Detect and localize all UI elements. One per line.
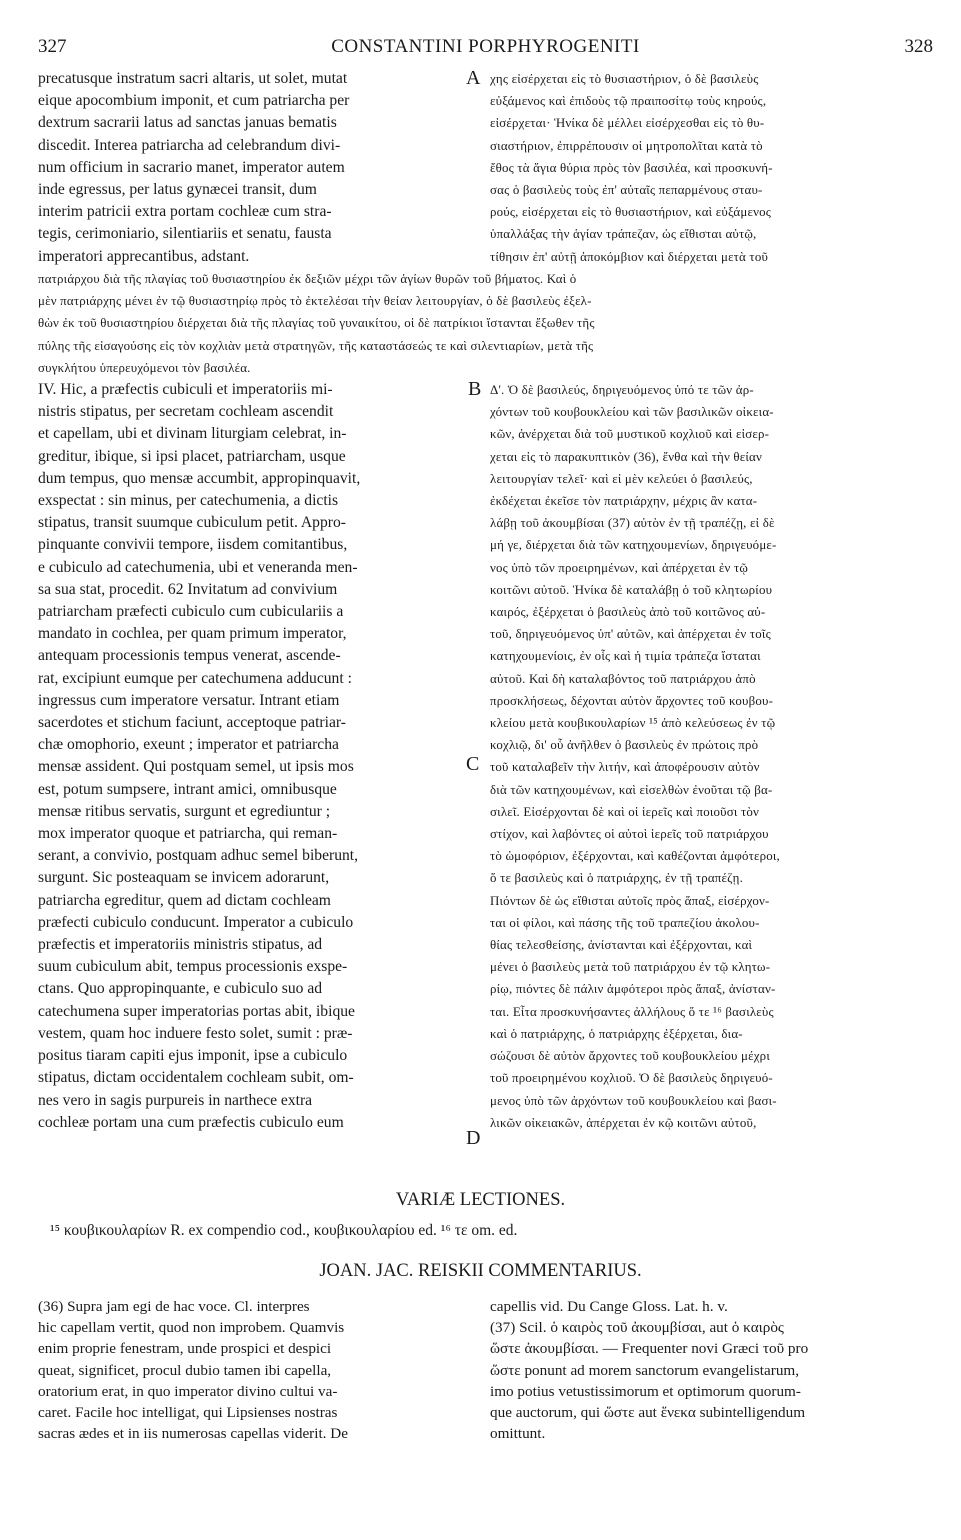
latin-line: exspectat : sin minus, per catechumenia, a dictis [38,492,339,510]
greek-line: χεται εἰς τὸ παρακυπτικὸν (36), ἔνθα καὶ τὴν θείαν [490,449,763,464]
commentary-heading: JOAN. JAC. REISKII COMMENTARIUS. [319,1261,642,1281]
greek-line: μὲν πατριάρχης μένει ἐν τῷ θυσιαστηρίῳ πρὸς τὸ ἐκτελέσαι τὴν θείαν λειτουργίαν, ὁ δὲ βασιλεὺς ἐξελ- [38,294,592,309]
latin-line: dum tempus, quo mensæ accumbit, appropinquavit, [38,469,361,487]
latin-line: patriarcha egreditur, quem ad dictam cochleam [38,891,331,909]
greek-line: εἰσέρχεται· Ἡνίκα δὲ μέλλει εἰσέρχεσθαι εἰς τὸ θυ- [490,116,765,131]
greek-column-main [490,379,940,1134]
greek-line: θίας τελεσθείσης, ἀνίστανται καὶ ἐξέρχονται, καὶ [490,938,753,953]
greek-line: συγκλήτου ὑπερευχόμενοι τὸν βασιλέα. [38,360,251,375]
latin-line: catechumena super imperatorias portas abit, ibique [38,1002,355,1020]
latin-line: ingressus cum imperatore versatur. Intrant etiam [38,691,340,709]
latin-line: imperatori apprecantibus, adstant. [38,247,250,265]
variae-line: ¹⁵ κουβικουλαρίων R. ex compendio cod., κουβικουλαρίου ed. ¹⁶ τε om. ed. [50,1222,518,1239]
greek-line: τοῦ, δηριγευόμενος ὑπ' αὐτῶν, καὶ ἀπέρχεται ἐν τοῖς [490,627,771,642]
margin-marker-a: A [466,67,481,89]
commentary-line: capellis vid. Du Cange Gloss. Lat. h. v. [490,1298,728,1315]
greek-line: πύλης τῆς εἰσαγούσης εἰς τὸν κοχλιὰν μετὰ στρατηγῶν, τῆς καταστάσεώς τε καὶ σιλεντιαρίων, μετὰ τῆς [38,338,594,353]
latin-line: interim patricii extra portam cochleæ cum stra- [38,203,332,221]
margin-marker-c: C [466,753,480,775]
latin-line: ctans. Quo appropinquante, e cubiculo suo ad [38,980,323,998]
commentary-line: sacras ædes et in iis numerosas capellas viderit. De [38,1425,348,1443]
greek-line: σιαστήριον, ἐπιρρέπουσιν οἱ μητροπολῖται κατὰ τὸ [490,138,763,153]
latin-line: positus tiaram capiti ejus imponit, ipse a cubiculo [38,1047,348,1065]
latin-line: e cubiculo ad catechumenia, ubi et veneranda men- [38,558,358,576]
greek-line: ἐκδέχεται ἐκεῖσε τὸν πατριάρχην, μέχρις ἂν κατα- [490,494,758,509]
commentary-line: (37) Scil. ὁ καιρὸς τοῦ ἀκουμβίσαι, aut ὁ καιρὸς [490,1319,784,1337]
latin-line: mox imperator quoque et patriarcha, qui reman- [38,825,338,843]
greek-line: εὐξάμενος καὶ ἐπιδοὺς τῷ πραιποσίτῳ τοὺς κηρούς, [490,94,767,109]
latin-line: eique apocombium imponit, et cum patriarcha per [38,92,350,110]
greek-full-width [38,268,940,379]
commentary-line: caret. Facile hoc intelligat, qui Lipsienses nostras [38,1404,338,1422]
latin-line: tegis, cerimoniario, silentiariis et senatu, fausta [38,225,332,243]
latin-line: pinquante convivii tempore, iisdem comitantibus, [38,536,348,554]
running-header [38,36,933,64]
commentary-line: omittunt. [490,1425,546,1443]
greek-line: τοῦ προειρημένου κοχλιοῦ. Ὁ δὲ βασιλεὺς δηριγευό- [490,1071,773,1086]
latin-line: antequam processionis tempus venerat, ascende- [38,647,341,665]
latin-line: stipatus, dictam occidentalem cochleam subit, om- [38,1069,354,1087]
latin-line: patriarcham præfecti cubiculo cum cubiculariis a [38,603,344,621]
latin-line: discedit. Interea patriarcha ad celebrandum divi- [38,136,341,154]
latin-line: mandato in cochlea, per quam primum imperator, [38,625,347,643]
greek-line: κατηχουμενίοις, ἐν οἷς καὶ ἡ τιμία τράπεζα ἵσταται [490,649,761,664]
commentary-right-column [490,1296,940,1444]
latin-line: rat, excipiunt eumque per catechumena adducunt : [38,669,352,687]
latin-line: cochleæ portam una cum præfectis cubiculo eum [38,1113,344,1131]
greek-line: λικῶν οἰκειακῶν, ἀπέρχεται ἐν κῷ κοιτῶνι αὐτοῦ, [490,1115,757,1130]
latin-line: vestem, quam hoc induere festo solet, sumit : præ- [38,1024,353,1042]
greek-line: λάβῃ τοῦ ἀκουμβίσαι (37) αὐτὸν ἐν τῇ τραπέζῃ, εἰ δὲ [490,516,775,531]
latin-line: mensæ assident. Qui postquam semel, ut ipsis mos [38,758,354,776]
greek-line: ρίῳ, πιόντες δὲ πάλιν ἀμφότεροι πρὸς ἅπαξ, ἀνίσταν- [490,982,776,997]
greek-column-top [490,68,940,268]
greek-line: σώζουσι δὲ αὐτὸν ἄρχοντες τοῦ κουβουκλείου μέχρι [490,1049,770,1064]
latin-line: stipatus, transit suumque cubiculum petit. Appro- [38,514,346,532]
latin-line: et capellam, ubi et divinam liturgiam celebrat, in- [38,425,347,443]
greek-line: προσκλήσεως, δέχονται αὐτὸν ἄρχοντες τοῦ κουβου- [490,693,774,708]
commentary-line: queat, significet, procul dubio tamen ibi capella, [38,1361,332,1379]
greek-line: χόντων τοῦ κουβουκλείου καὶ τῶν βασιλικῶν οἰκεια- [490,405,774,420]
latin-line: chæ omophorio, exeunt ; imperator et patriarcha [38,736,339,754]
greek-line: μένει ὁ βασιλεὺς μετὰ τοῦ πατριάρχου ἐν τῷ κλητω- [490,960,771,975]
greek-line: ἔθος τὰ ἅγια θύρια πρὸς τὸν βασιλέα, καὶ προσκυνή- [490,160,773,175]
greek-line: λειτουργίαν τελεῖ· καὶ εἰ μὲν κελεύει ὁ βασιλεύς, [490,471,753,486]
running-title: CONSTANTINI PORPHYROGENITI [331,36,640,57]
commentary-line: (36) Supra jam egi de hac voce. Cl. interpres [38,1298,310,1315]
margin-marker-d: D [466,1127,481,1149]
latin-line: suum cubiculum abit, tempus processionis exspe- [38,958,348,976]
greek-line: αὐτοῦ. Καὶ δὴ καταλαβόντος τοῦ πατριάρχου ἀπὸ [490,671,756,686]
greek-line: χης εἰσέρχεται εἰς τὸ θυσιαστήριον, ὁ δὲ βασιλεὺς [490,72,759,86]
greek-line: σιλεῖ. Εἰσέρχονται δὲ καὶ οἱ ἱερεῖς καὶ ποιοῦσι τὸν [490,804,760,819]
commentary-line: que auctorum, qui ὥστε aut ἕνεκα subintelligendum [490,1404,806,1422]
greek-line: πατριάρχου διὰ τῆς πλαγίας τοῦ θυσιαστηρίου ἐκ δεξιῶν μέχρι τῶν ἁγίων θυρῶν τοῦ βήματος. Καὶ ὁ [38,272,577,286]
greek-line: κλείου μετὰ κουβικουλαρίων ¹⁵ ἀπὸ κελεύσεως ἐν τῷ [490,716,776,731]
latin-line: nistris stipatus, per secretam cochleam ascendit [38,403,334,421]
greek-line: ται. Εἶτα προσκυνήσαντες ἀλλήλους ὅ τε ¹⁶ βασιλεὺς [490,1004,774,1019]
commentary-left-column [38,1296,470,1444]
latin-column-top [38,67,481,268]
greek-line: Δ'. Ὁ δὲ βασιλεύς, δηριγευόμενος ὑπό τε τῶν ἀρ- [490,383,754,397]
greek-line: ὅ τε βασιλεὺς καὶ ὁ πατριάρχης, ἐν τῇ τραπέζῃ. [490,871,744,886]
greek-line: θὼν ἐκ τοῦ θυσιαστηρίου διέρχεται διὰ τῆς πλαγίας τοῦ γυναικίτου, οἱ δὲ πατρίκιοι ἵστανται ἔξωθεν τῆς [38,316,595,331]
commentary-line: enim proprie fenestram, unde prospici et despici [38,1340,332,1358]
variae-heading: VARIÆ LECTIONES. [395,1190,566,1210]
greek-line: νος ὑπὸ τῶν προειρημένων, καὶ ἀπέρχεται ἐν τῷ [490,560,749,575]
greek-line: διὰ τῶν κατηχουμένων, καὶ εἰσελθὼν ἐνοῦται τῷ βα- [490,782,773,797]
greek-line: καὶ ὁ πατριάρχης, ὁ πατριάρχης ἐξέρχεται, δια- [490,1026,743,1041]
latin-line: dextrum sacrarii latus ad sanctas januas bematis [38,114,337,132]
greek-line: τὸ ὠμοφόριον, ἐξέρχονται, καὶ καθέζονται ἀμφότεροι, [490,849,780,864]
greek-line: σας ὁ βασιλεὺς τοὺς ἐπ' αὐταῖς πεπαρμένους σταυ- [490,183,763,198]
latin-line: sacerdotes et stichum faciunt, acceptoque patriar- [38,714,346,732]
latin-line: serant, a convivio, postquam adhuc semel biberunt, [38,847,359,865]
latin-line: præfecti cubiculo conducunt. Imperator a cubiculo [38,913,354,931]
latin-line: præfectis et imperatoriis ministris stipatus, ad [38,936,323,954]
commentary-line: ὥστε ponunt ad morem sanctorum evangelistarum, [490,1361,800,1379]
greek-line: μή γε, διέρχεται διὰ τῶν κατηχουμενίων, δηριγευόμε- [490,538,777,553]
latin-line: mensæ ritibus servatis, surgunt et egrediuntur ; [38,802,331,820]
page-number-right: 328 [904,36,933,57]
commentary-line: imo potius vetustissimorum et optimorum quorum- [490,1382,801,1400]
greek-line: κοιτῶνι αὐτοῦ. Ἡνίκα δὲ καταλάβῃ ὁ τοῦ κλητωρίου [490,582,773,597]
latin-line: precatusque instratum sacri altaris, ut solet, mutat [38,70,348,87]
latin-line: est, potum sumpsere, intrant amici, omnibusque [38,780,337,798]
greek-line: τοῦ καταλαβεῖν τὴν λιτήν, καὶ ἀποφέρουσιν αὐτὸν [490,760,760,775]
margin-marker-b: B [468,378,482,400]
latin-line: num officium in sacrario manet, imperator autem [38,158,345,176]
greek-line: Πιόντων δὲ ὡς εἴθισται αὐτοῖς πρὸς ἅπαξ, εἰσέρχον- [490,893,770,908]
latin-column-main [38,379,470,1134]
greek-line: ὑπαλλάξας τὴν ἁγίαν τράπεζαν, ὡς εἴθισται αὐτῷ, [490,227,757,242]
commentary-line: ὥστε ἀκουμβίσαι. — Frequenter novi Græci τοῦ pro [490,1340,809,1358]
latin-line: nes vero in sagis purpureis in narthece extra [38,1091,313,1109]
page-number-left: 327 [38,36,67,57]
greek-line: τίθησιν ἐπ' αὐτῇ ἀποκόμβιον καὶ διέρχεται μετὰ τοῦ [490,249,769,264]
greek-line: κῶν, ἀνέρχεται διὰ τοῦ μυστικοῦ κοχλιοῦ καὶ εἰσερ- [490,427,770,442]
latin-line: surgunt. Sic posteaquam se invicem adorarunt, [38,869,330,887]
greek-line: καιρός, ἐξέρχεται ὁ βασιλεὺς ἀπὸ τοῦ κοιτῶνος αὐ- [490,605,766,620]
latin-line: inde egressus, per latus gynæcei transit, dum [38,181,317,199]
latin-line: greditur, ibique, si ipsi placet, patriarcham, usque [38,447,346,465]
greek-line: ρούς, εἰσέρχεται εἰς τὸ θυσιαστήριον, καὶ εὐξάμενος [490,205,772,220]
commentary-line: hic capellam vertit, quod non improbem. Quamvis [38,1319,345,1337]
greek-line: ται οἱ φίλοι, καὶ πάσης τῆς τοῦ τραπεζίου ἀκολου- [490,915,760,930]
latin-line: IV. Hic, a præfectis cubiculi et imperatoriis mi- [38,381,333,398]
greek-line: μενος ὑπὸ τῶν ἀρχόντων τοῦ κουβουκλείου καὶ βασι- [490,1093,777,1108]
greek-line: κοχλιῷ, δι' οὗ ἀνῆλθεν ὁ βασιλεὺς ἐν πρώτοις πρὸ [490,738,759,753]
commentary-line: oratorium erat, in quo imperator divino cultui va- [38,1382,338,1400]
greek-line: στίχον, καὶ λαβόντες οἱ αὐτοὶ ἱερεῖς τοῦ πατριάρχου [490,827,769,842]
latin-line: sa sua stat, procedit. 62 Invitatum ad convivium [38,580,338,598]
